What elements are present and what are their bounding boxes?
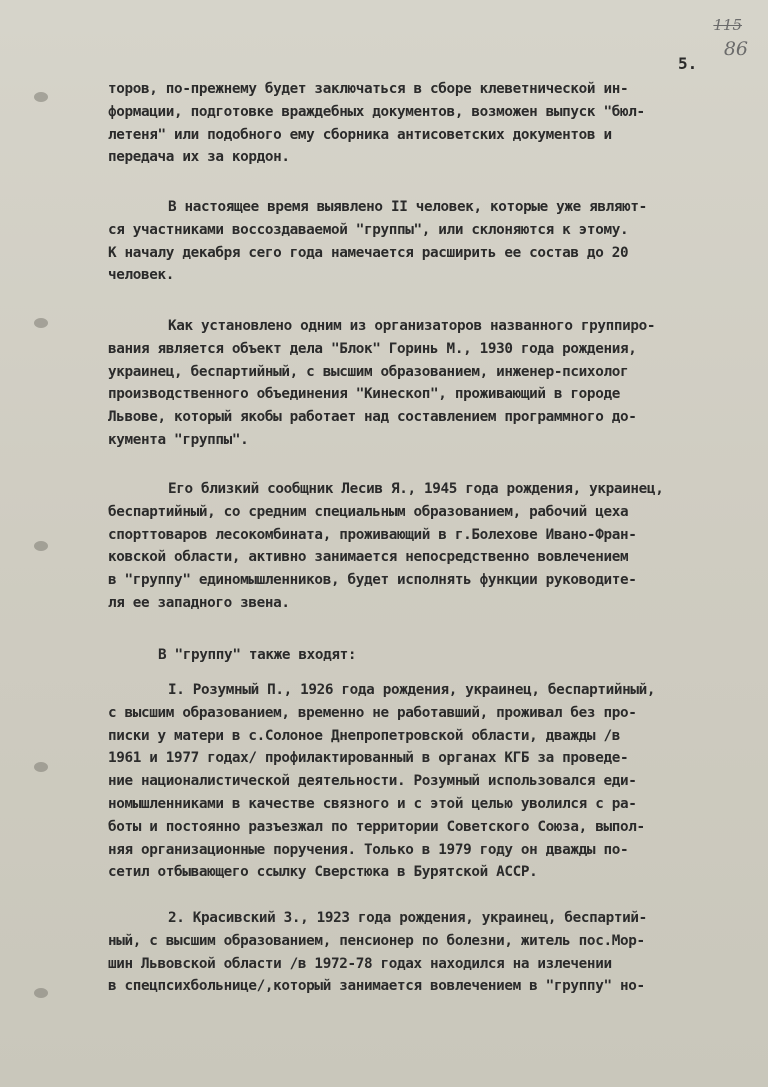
text-line: с высшим образованием, временно не работавший, проживал без про- xyxy=(108,704,637,721)
paragraph xyxy=(108,478,728,615)
text-line: спорттоваров лесокомбината, проживающий в г.Болехове Ивано-Фран- xyxy=(108,526,637,543)
archive-page-marks xyxy=(706,14,750,64)
text-line: Как установлено одним из организаторов названного группиро- xyxy=(168,318,656,334)
text-line: 1961 и 1977 годах/ профилактированный в органах КГБ за проведе- xyxy=(108,750,629,767)
paragraph xyxy=(108,644,728,667)
text-line: Его близкий сообщник Лесив Я., 1945 года рождения, украинец, xyxy=(168,481,664,497)
paragraph xyxy=(108,78,728,169)
text-line: номышленниками в качестве связного и с этой целью уволился с ра- xyxy=(108,795,637,812)
text-line: няя организационные поручения. Только в 1979 году он дважды по- xyxy=(108,841,629,858)
archive-mark-crossed: 115 xyxy=(713,16,742,34)
text-line: ние националистической деятельности. Розумный использовался еди- xyxy=(108,773,637,790)
text-line: ный, с высшим образованием, пенсионер по болезни, житель пос.Мор- xyxy=(108,932,645,949)
text-line: беспартийный, со средним специальным образованием, рабочий цеха xyxy=(108,503,629,520)
text-line: украинец, беспартийный, с высшим образованием, инженер-психолог xyxy=(108,363,629,380)
paragraph xyxy=(108,196,728,287)
text-line: в спецпсихбольнице/,который занимается вовлечением в "группу" но- xyxy=(108,978,645,995)
text-line: В "группу" также входят: xyxy=(158,647,357,663)
text-line: человек. xyxy=(108,267,175,284)
text-line: К началу декабря сего года намечается расширить ее состав до 20 xyxy=(108,244,629,261)
text-line: производственного объединения "Кинескоп", проживающий в городе xyxy=(108,386,620,403)
binding-hole-icon xyxy=(34,988,48,998)
binding-hole-icon xyxy=(34,541,48,551)
paragraph xyxy=(108,907,728,998)
text-line: вания является объект дела "Блок" Горинь М., 1930 года рождения, xyxy=(108,340,637,357)
text-line: I. Розумный П., 1926 года рождения, украинец, беспартийный, xyxy=(168,682,656,698)
text-line: 2. Красивский З., 1923 года рождения, украинец, беспартий- xyxy=(168,910,647,926)
binding-hole-icon xyxy=(34,92,48,102)
text-line: писки у матери в с.Солоное Днепропетровской области, дважды /в xyxy=(108,727,620,744)
text-line: торов, по-прежнему будет заключаться в сборе клеветнической ин- xyxy=(108,81,629,97)
text-line: Львове, который якобы работает над составлением программного до- xyxy=(108,409,637,426)
text-line: ля ее западного звена. xyxy=(108,594,290,611)
text-line: боты и постоянно разъезжал по территории Советского Союза, выпол- xyxy=(108,818,645,835)
text-line: летеня" или подобного ему сборника антисоветских документов и xyxy=(108,126,612,143)
text-line: ковской области, активно занимается непосредственно вовлечением xyxy=(108,549,629,566)
binding-hole-icon xyxy=(34,762,48,772)
text-line: сетил отбывающего ссылку Сверстюка в Бурятской АССР. xyxy=(108,864,538,881)
page-number: 5. xyxy=(678,54,698,73)
text-line: шин Львовской области /в 1972-78 годах находился на излечении xyxy=(108,955,612,972)
text-line: передача их за кордон. xyxy=(108,149,290,166)
text-line: кумента "группы". xyxy=(108,431,249,448)
paragraph xyxy=(108,315,728,452)
paragraph xyxy=(108,679,728,884)
archive-mark-current: 86 xyxy=(723,38,748,60)
text-line: в "группу" единомышленников, будет исполнять функции руководите- xyxy=(108,572,637,589)
binding-hole-icon xyxy=(34,318,48,328)
text-line: ся участниками воссоздаваемой "группы", или склоняются к этому. xyxy=(108,221,629,238)
text-line: формации, подготовке враждебных документов, возможен выпуск "бюл- xyxy=(108,103,645,120)
text-line: В настоящее время выявлено II человек, которые уже являют- xyxy=(168,199,647,215)
